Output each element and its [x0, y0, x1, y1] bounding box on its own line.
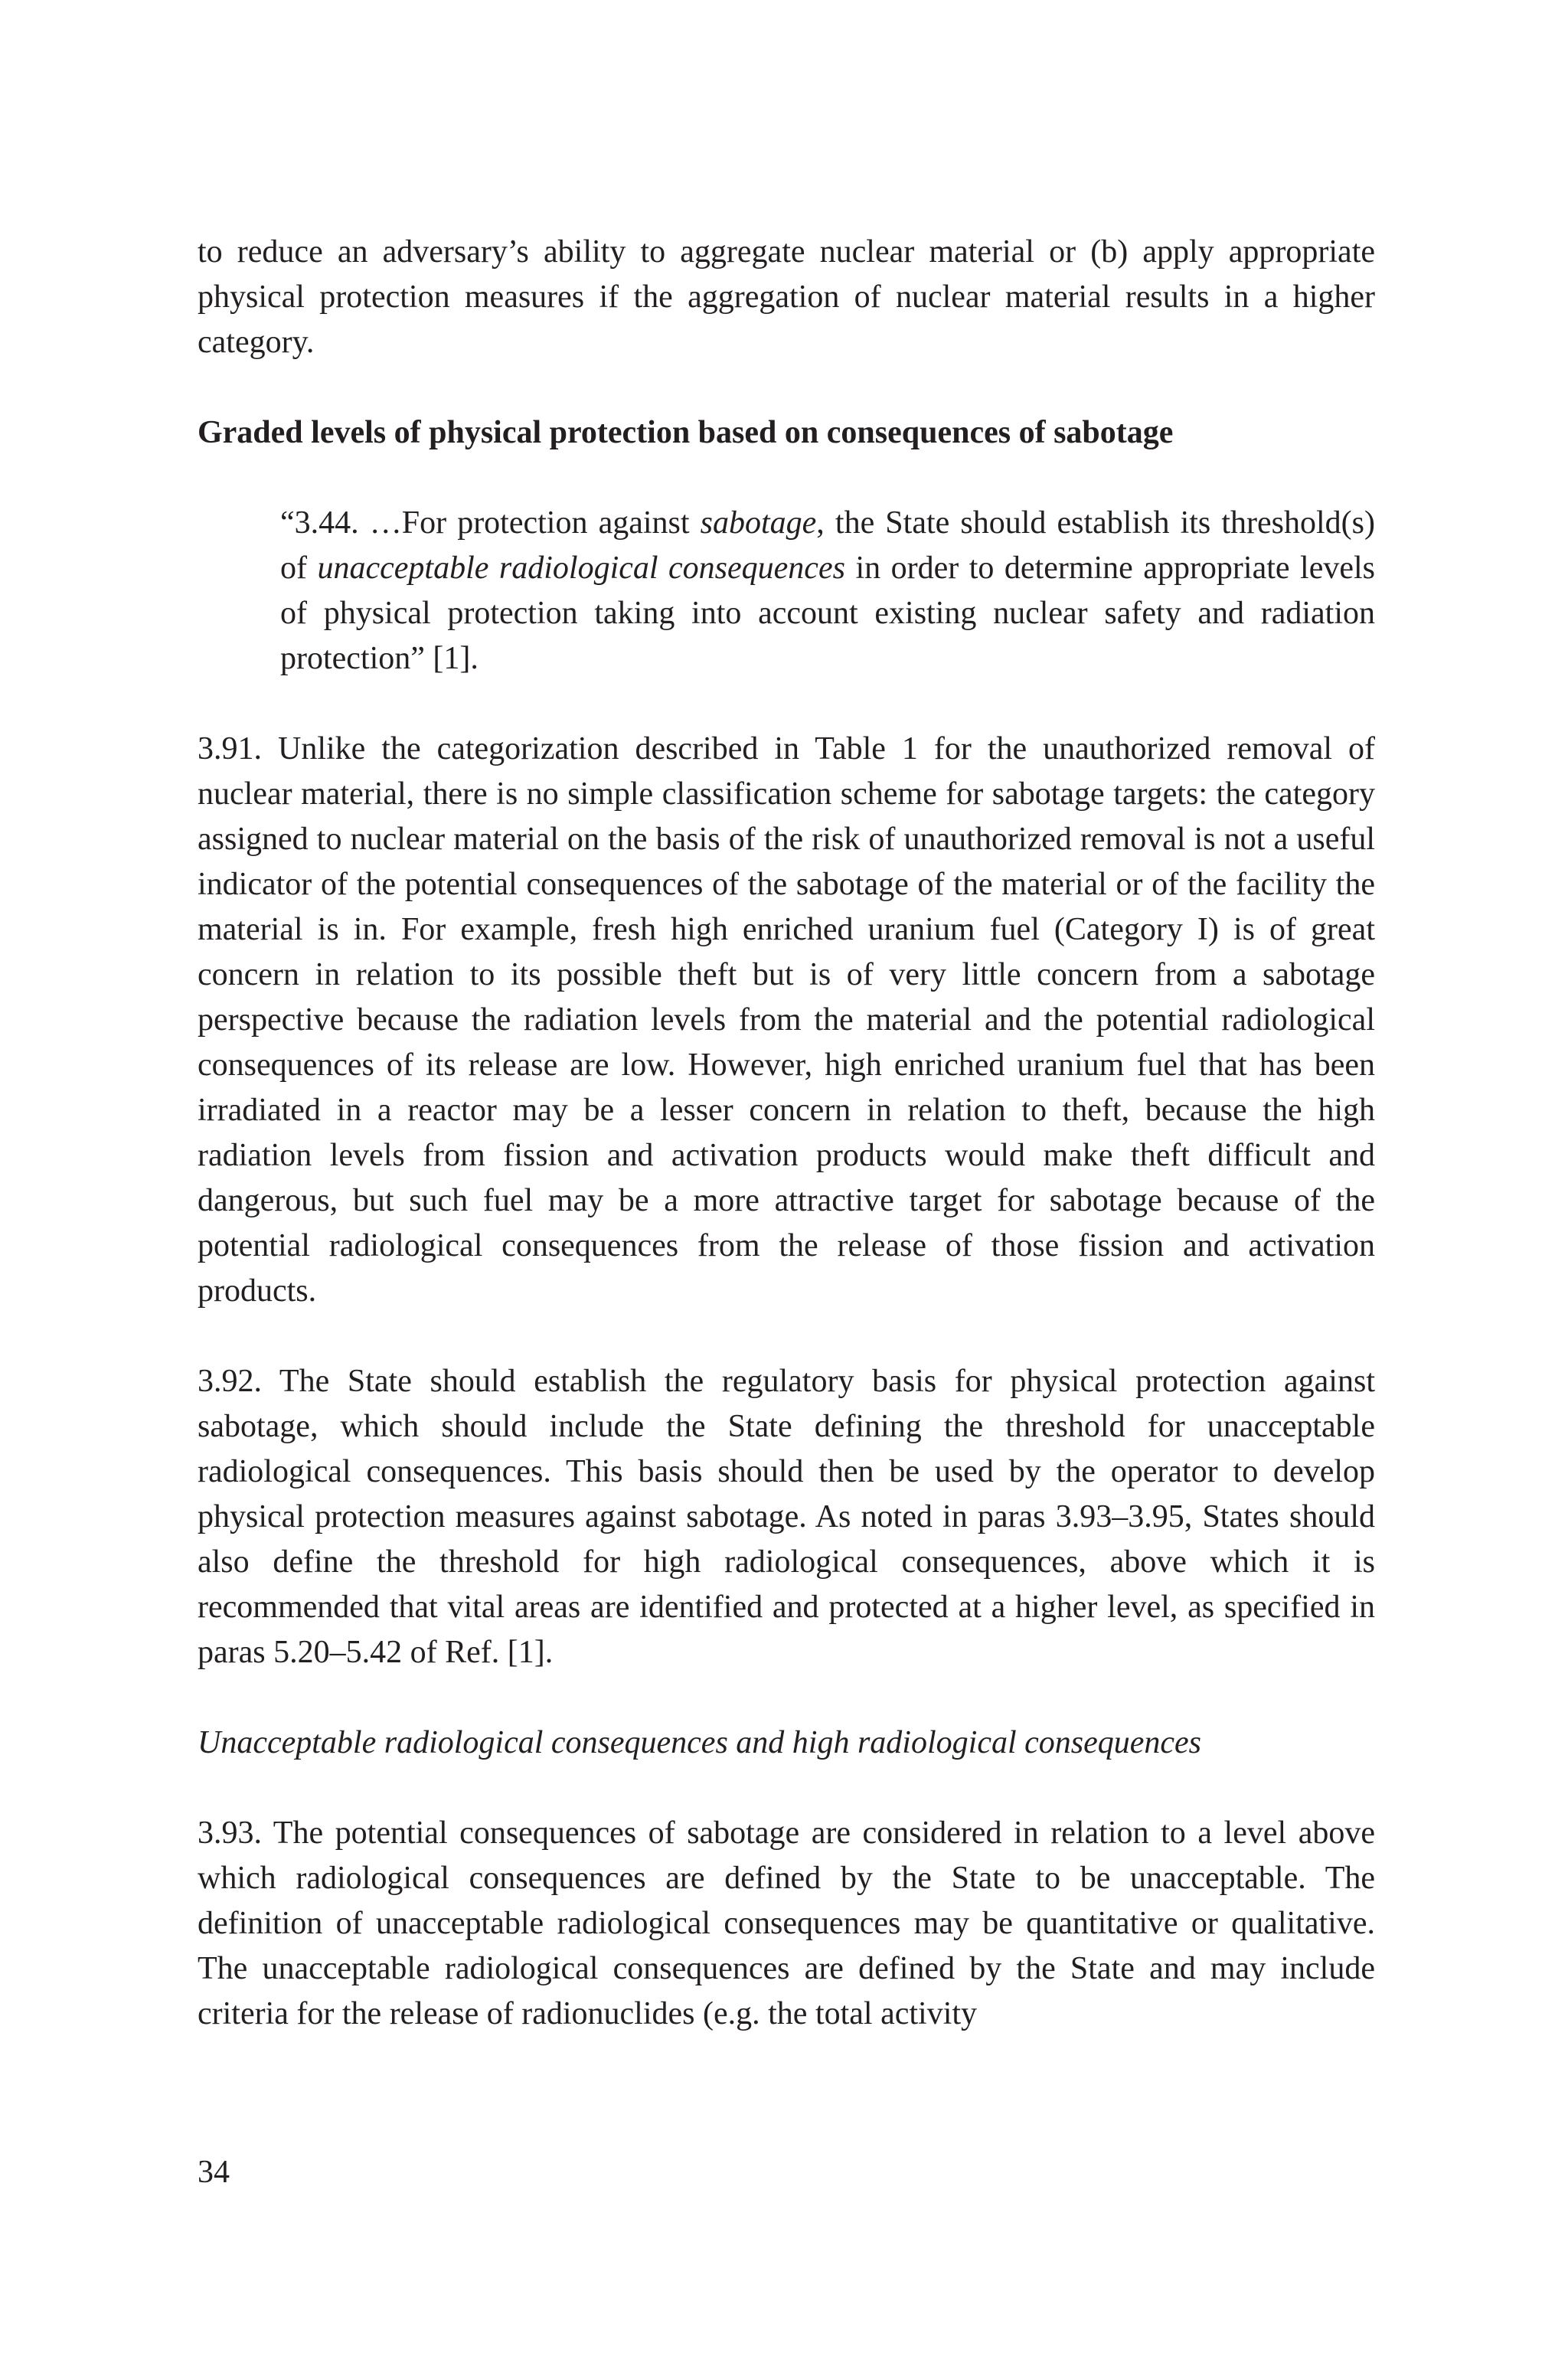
- intro-paragraph: to reduce an adversary’s ability to aggregate nuclear material or (b) apply appropriate physical protection measures if the aggregation of nuclear material results in a higher category.: [198, 234, 1375, 360]
- quote-text: in order to determine appropriate levels of physical protection taking into account existing nuclear safety and radiation protection” [1].: [280, 551, 1375, 676]
- spacer: [198, 1766, 1375, 1811]
- paragraph-3-91: 3.91. Unlike the categorization described in Table 1 for the unauthorized removal of nuclear material, there is no simple classification scheme for sabotage targets: the category assigned to nuclear material on the basis of the risk of unauthorized removal is not a useful indicator of the potential consequences of the sabotage of the material or of the facility the material is in. For example, fresh high enriched uranium fuel (Category I) is of great concern in relation to its possible theft but is of very little concern from a sabotage perspective because the radiation levels from the material and the potential radiological consequences of its release are low. However, high enriched uranium fuel that has been irradiated in a reactor may be a lesser concern in relation to theft, because the high radiation levels from fission and activation products would make theft difficult and dangerous, but such fuel may be a more attractive target for sabotage because of the potential radiological consequences from the release of those fission and activation products.: [198, 731, 1375, 1309]
- paragraph-3-93: 3.93. The potential consequences of sabotage are considered in relation to a level above which radiological consequences are defined by the State to be unacceptable. The definition of unacceptable radiological consequences may be quantitative or qualitative. The unacceptable radiological consequences are defined by the State and may include criteria for the release of radionuclides (e.g. the total activity: [198, 1815, 1375, 2031]
- quote-text: , the State should establish its threshold(s) of: [280, 505, 1375, 586]
- paragraph-3-92: 3.92. The State should establish the regulatory basis for physical protection against sabotage, which should include the State defining the threshold for unacceptable radiological consequences. This basis should then be used by the operator to develop physical protection measures against sabotage. As noted in paras 3.93–3.95, States should also define the threshold for high radiological consequences, above which it is recommended that vital areas are identified and protected at a higher level, as specified in paras 5.20–5.42 of Ref. [1].: [198, 1364, 1375, 1670]
- spacer: [198, 456, 1375, 501]
- page-number: 34: [198, 2155, 230, 2190]
- spacer: [198, 1675, 1375, 1721]
- spacer: [198, 1314, 1375, 1359]
- quote-text: “3.44. …For protection against: [280, 505, 701, 541]
- spacer: [198, 681, 1375, 727]
- quote-italic-term: sabotage: [700, 505, 817, 541]
- quoted-requirement: [280, 501, 1375, 681]
- spacer: [198, 365, 1375, 410]
- quote-italic-term: unacceptable radiological consequences: [317, 551, 845, 586]
- section-heading: Graded levels of physical protection based on consequences of sabotage: [198, 415, 1174, 450]
- document-page: [198, 230, 1375, 2037]
- subsection-heading: Unacceptable radiological consequences and high radiological consequences: [198, 1725, 1202, 1760]
